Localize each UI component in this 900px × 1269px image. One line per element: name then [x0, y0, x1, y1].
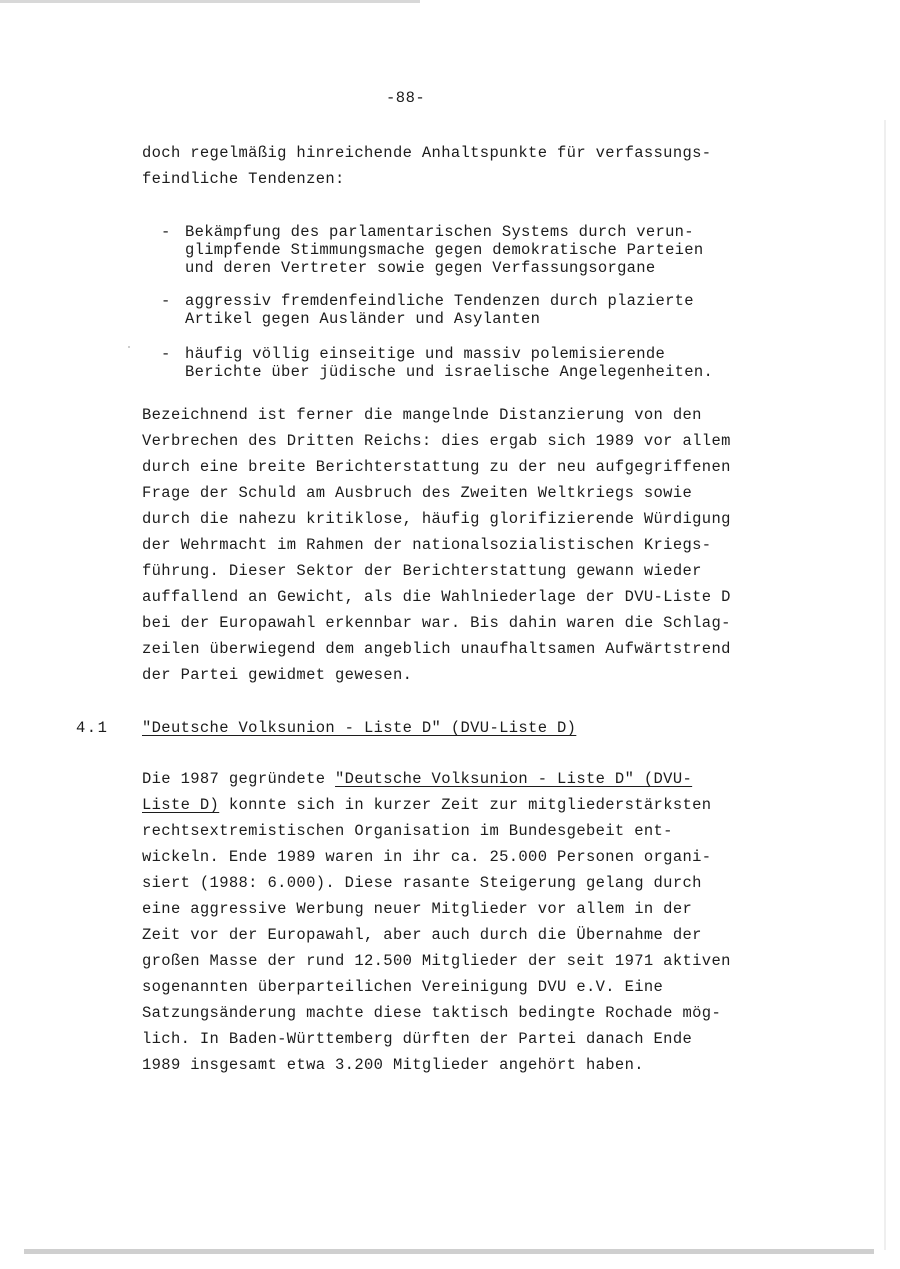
bullet-text	[185, 223, 805, 277]
text-line: führung. Dieser Sektor der Berichterstattung gewann wieder	[142, 562, 702, 580]
text-line	[142, 766, 822, 792]
text-line: der Partei gewidmet gewesen.	[142, 666, 413, 684]
scan-speck	[128, 346, 130, 348]
text-line: durch eine breite Berichterstattung zu der neu aufgegriffenen	[142, 458, 731, 476]
text-line: zeilen überwiegend dem angeblich unaufhaltsamen Aufwärtstrend	[142, 640, 731, 658]
text-line: bei der Europawahl erkennbar war. Bis dahin waren die Schlag-	[142, 614, 731, 632]
text-line: lich. In Baden-Württemberg dürften der Partei danach Ende	[142, 1030, 693, 1048]
bullet-dash: -	[161, 292, 171, 310]
text-line: rechtsextremistischen Organisation im Bundesgebeit ent-	[142, 822, 673, 840]
text-line: Bekämpfung des parlamentarischen Systems durch verun-	[185, 223, 694, 241]
text-line: wickeln. Ende 1989 waren in ihr ca. 25.000 Personen organi-	[142, 848, 712, 866]
intro-paragraph	[142, 140, 822, 192]
text-line: auffallend an Gewicht, als die Wahlniederlage der DVU-Liste D	[142, 588, 731, 606]
section-heading: "Deutsche Volksunion - Liste D" (DVU-Liste D)	[142, 719, 577, 737]
text-line: Berichte über jüdische und israelische Angelegenheiten.	[185, 363, 714, 381]
text-line: und deren Vertreter sowie gegen Verfassungsorgane	[185, 259, 656, 277]
page-number: -88-	[386, 89, 426, 107]
bullet-text	[185, 292, 805, 328]
text-line: Zeit vor der Europawahl, aber auch durch die Übernahme der	[142, 926, 702, 944]
body-paragraph-2	[142, 766, 822, 1078]
text-line: glimpfende Stimmungsmache gegen demokratische Parteien	[185, 241, 704, 259]
text-line: großen Masse der rund 12.500 Mitglieder der seit 1971 aktiven	[142, 952, 731, 970]
text-fragment: konnte sich in kurzer Zeit zur mitgliederstärksten	[219, 796, 712, 814]
text-line: Satzungsänderung machte diese taktisch bedingte Rochade mög-	[142, 1004, 722, 1022]
text-line: aggressiv fremdenfeindliche Tendenzen durch plazierte	[185, 292, 694, 310]
text-fragment: Die 1987 gegründete	[142, 770, 336, 788]
text-line	[142, 792, 822, 818]
organization-abbrev-underlined: Liste D)	[142, 796, 220, 814]
text-line: Frage der Schuld am Ausbruch des Zweiten Weltkriegs sowie	[142, 484, 693, 502]
text-line: siert (1988: 6.000). Diese rasante Steigerung gelang durch	[142, 874, 702, 892]
text-line: durch die nahezu kritiklose, häufig glorifizierende Würdigung	[142, 510, 731, 528]
scan-bottom-edge	[24, 1249, 874, 1254]
text-line: eine aggressive Werbung neuer Mitglieder vor allem in der	[142, 900, 693, 918]
bullet-text	[185, 345, 805, 381]
scan-top-edge	[0, 0, 420, 3]
text-line: Artikel gegen Ausländer und Asylanten	[185, 310, 541, 328]
text-line: 1989 insgesamt etwa 3.200 Mitglieder angehört haben.	[142, 1056, 644, 1074]
bullet-dash: -	[161, 345, 171, 363]
text-line: Bezeichnend ist ferner die mangelnde Distanzierung von den	[142, 406, 702, 424]
body-paragraph-1	[142, 402, 822, 688]
organization-name-underlined: "Deutsche Volksunion - Liste D" (DVU-	[335, 770, 693, 788]
text-line: feindliche Tendenzen:	[142, 170, 345, 188]
text-line: sogenannten überparteilichen Vereinigung DVU e.V. Eine	[142, 978, 664, 996]
section-number: 4.1	[76, 719, 109, 737]
scan-right-edge	[884, 120, 886, 1250]
text-line: der Wehrmacht im Rahmen der nationalsozialistischen Kriegs-	[142, 536, 712, 554]
text-line: häufig völlig einseitige und massiv polemisierende	[185, 345, 666, 363]
text-line: doch regelmäßig hinreichende Anhaltspunkte für verfassungs-	[142, 144, 712, 162]
bullet-dash: -	[161, 223, 171, 241]
text-line: Verbrechen des Dritten Reichs: dies ergab sich 1989 vor allem	[142, 432, 731, 450]
